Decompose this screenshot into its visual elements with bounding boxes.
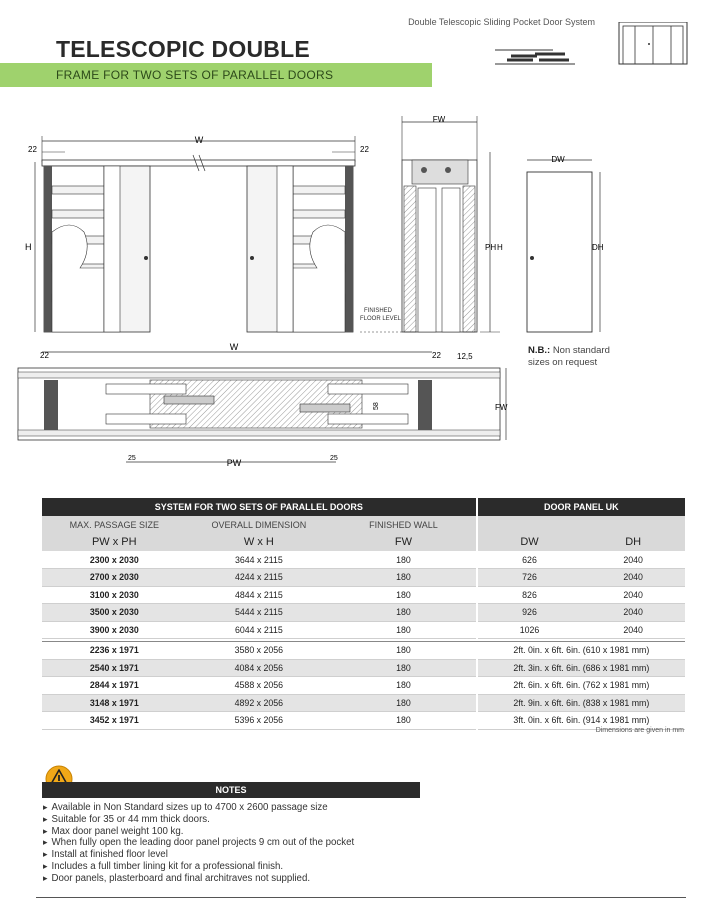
cell-fw: 180 [331,694,476,712]
notes-header [42,782,420,798]
cell-door: 2ft. 0in. x 6ft. 6in. (610 x 1981 mm) [478,642,685,660]
dim-25-left: 25 [128,455,136,462]
table-row [42,694,685,712]
table-row [42,586,685,604]
cell-pwph: 3148 x 1971 [42,694,187,712]
nb-text-2: sizes on request [528,357,598,368]
table-row [42,642,685,660]
vertical-section [360,115,503,332]
note-item: ▸ Install at finished floor level [43,849,354,861]
cell-door: 2ft. 9in. x 6ft. 6in. (838 x 1981 mm) [478,694,685,712]
technical-drawings [0,110,720,480]
note-item: ▸ Includes a full timber lining kit for a professional finish. [43,861,354,873]
cell-fw: 180 [331,551,476,569]
nb-note [528,345,610,369]
cell-pwph: 2540 x 1971 [42,659,187,677]
cell-door: 2ft. 6in. x 6ft. 6in. (762 x 1981 mm) [478,677,685,695]
cell-pwph: 2844 x 1971 [42,677,187,695]
cell-pwph: 3100 x 2030 [42,586,187,604]
cell-wxh: 4844 x 2115 [187,586,332,604]
note-item: ▸ Available in Non Standard sizes up to 4700 x 2600 passage size [43,802,354,814]
table-row [42,569,685,587]
page-title: TELESCOPIC DOUBLE [56,36,310,62]
cell-fw: 180 [331,712,476,730]
cell-wxh: 3580 x 2056 [187,642,332,660]
cell-wxh: 6044 x 2115 [187,621,332,639]
cell-dw: 826 [478,586,582,604]
cell-fw: 180 [331,586,476,604]
dim-pw-label: PW [226,458,242,468]
dim-22-left: 22 [28,145,37,154]
spec-table [42,498,685,730]
table-row [42,551,685,569]
table-group-right: DOOR PANEL UK [478,498,685,516]
col-dw: DW [478,534,582,552]
col-wxh: W x H [187,534,332,552]
cell-pwph: 2236 x 1971 [42,642,187,660]
note-item: ▸ Max door panel weight 100 kg. [43,826,354,838]
dim-22-right: 22 [360,145,369,154]
cell-wxh: 5396 x 2056 [187,712,332,730]
dim-fw-plan: FW [495,403,508,412]
sub-passage: MAX. PASSAGE SIZE [42,516,187,534]
dim-22-plan-left: 22 [40,351,49,360]
cell-fw: 180 [331,659,476,677]
finished-floor-label-1: FINISHED [364,308,393,314]
cell-pwph: 3500 x 2030 [42,604,187,622]
cell-wxh: 4244 x 2115 [187,569,332,587]
finished-floor-label-2: FLOOR LEVEL [360,316,402,322]
cell-pwph: 2300 x 2030 [42,551,187,569]
note-item: ▸ Suitable for 35 or 44 mm thick doors. [43,814,354,826]
cell-fw: 180 [331,621,476,639]
cell-fw: 180 [331,604,476,622]
sub-overall: OVERALL DIMENSION [187,516,332,534]
dim-58: 58 [373,402,380,410]
door-system-icon [495,22,690,66]
plan-section [18,342,508,468]
cell-dh: 2040 [581,586,685,604]
dim-dh-label: DH [592,243,604,252]
cell-door: 2ft. 3in. x 6ft. 6in. (686 x 1981 mm) [478,659,685,677]
col-dh: DH [581,534,685,552]
cell-dw: 626 [478,551,582,569]
cell-dh: 2040 [581,551,685,569]
cell-pwph: 3900 x 2030 [42,621,187,639]
note-item: ▸ Door panels, plasterboard and final architraves not supplied. [43,873,354,885]
dim-22-plan-right: 22 [432,351,441,360]
nb-bold: N.B.: [528,345,551,356]
cell-dw: 926 [478,604,582,622]
cell-dw: 726 [478,569,582,587]
col-pwph: PW x PH [42,534,187,552]
table-row [42,621,685,639]
table-row [42,677,685,695]
footer-divider [36,897,686,898]
cell-wxh: 4892 x 2056 [187,694,332,712]
nb-text-1: Non standard [552,345,610,356]
notes-list [43,802,354,885]
front-elevation [25,135,369,332]
cell-wxh: 5444 x 2115 [187,604,332,622]
cell-pwph: 2700 x 2030 [42,569,187,587]
cell-wxh: 4588 x 2056 [187,677,332,695]
cell-fw: 180 [331,642,476,660]
cell-door: 3ft. 0in. x 6ft. 6in. (914 x 1981 mm) [478,712,685,730]
dim-w-label: W [194,135,204,145]
system-name: Double Telescopic Sliding Pocket Door System [408,17,595,27]
cell-fw: 180 [331,569,476,587]
cell-dw: 1026 [478,621,582,639]
dim-h-label: H [25,242,32,252]
cell-dh: 2040 [581,604,685,622]
cell-wxh: 3644 x 2115 [187,551,332,569]
table-row [42,712,685,730]
dim-ph-label: PH [485,243,497,252]
page-subtitle: FRAME FOR TWO SETS OF PARALLEL DOORS [56,68,334,82]
dim-12-5: 12,5 [457,352,473,361]
cell-dh: 2040 [581,569,685,587]
note-item: ▸ When fully open the leading door panel projects 9 cm out of the pocket [43,837,354,849]
dim-h2-label: H [497,243,503,252]
door-panel-drawing [527,155,604,332]
cell-dh: 2040 [581,621,685,639]
dim-w-plan-label: W [229,342,239,352]
col-fw: FW [331,534,476,552]
cell-pwph: 3452 x 1971 [42,712,187,730]
cell-fw: 180 [331,677,476,695]
sub-wall: FINISHED WALL [331,516,476,534]
cell-wxh: 4084 x 2056 [187,659,332,677]
dim-fw-top: FW [432,115,446,124]
dimensions-note: Dimensions are given in mm [595,727,684,734]
dim-25-right: 25 [330,455,338,462]
table-row [42,604,685,622]
table-row [42,659,685,677]
table-group-left: SYSTEM FOR TWO SETS OF PARALLEL DOORS [42,498,476,516]
dim-dw-label: DW [551,155,565,164]
notes-title: NOTES [215,785,247,795]
